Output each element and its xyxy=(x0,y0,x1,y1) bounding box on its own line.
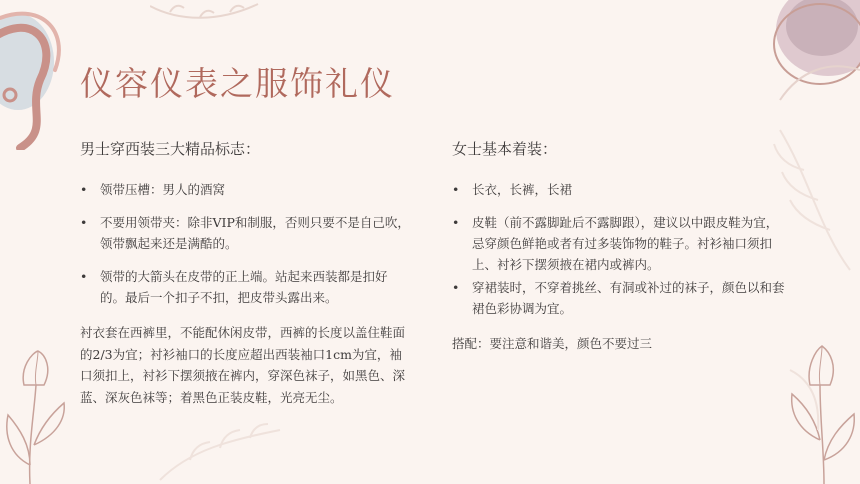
list-item xyxy=(80,212,410,254)
list-item xyxy=(452,212,790,275)
bullet-marker: • xyxy=(80,269,88,284)
list-item-text: 长衣，长裤，长裙 xyxy=(472,182,573,197)
women-dress-heading: 女士基本着装： xyxy=(452,140,558,158)
list-item-text: 穿裙装时，不穿着挑丝、有洞或补过的袜子，颜色以和套裙色彩协调为宜。 xyxy=(472,280,785,316)
top-left-brush-decoration xyxy=(0,0,90,150)
top-center-leaf-decoration xyxy=(150,0,260,30)
bullet-marker: • xyxy=(80,215,88,230)
bottom-left-tulip-decoration xyxy=(0,345,75,484)
bullet-marker: • xyxy=(452,280,460,295)
list-item-text: 领带的大箭头在皮带的正上端。站起来西装都是扣好的。最后一个扣子不扣，把皮带头露出来。 xyxy=(100,269,388,305)
page-title: 仪容仪表之服饰礼仪 xyxy=(80,64,395,103)
women-dress-column xyxy=(452,138,790,355)
men-shirt-paragraph: 衬衣套在西裤里，不能配休闲皮带，西裤的长度以盖住鞋面的2/3为宜；衬衫袖口的长度应超出西装袖口1cm为宜，袖口须扣上，衬衫下摆须掖在裤内，穿深色袜子，如黑色、深蓝、深灰色袜等；着黑色正装皮鞋，光亮无尘。 xyxy=(80,325,406,405)
list-item xyxy=(80,179,410,200)
bottom-right-tulip-decoration xyxy=(780,330,860,484)
list-item-text: 皮鞋（前不露脚趾后不露脚跟），建议以中跟皮鞋为宜，忌穿颜色鲜艳或者有过多装饰物的鞋子。衬衫袖口须扣上、衬衫下摆须掖在裙内或裤内。 xyxy=(472,215,779,272)
women-dress-list xyxy=(452,179,790,319)
list-item-text: 不要用领带夹：除非VIP和制服，否则只要不是自己吹，领带飘起来还是满酷的。 xyxy=(100,215,410,251)
bullet-marker: • xyxy=(80,182,88,197)
list-item xyxy=(452,277,790,319)
list-item-text: 领带压槽：男人的酒窝 xyxy=(100,182,226,197)
color-matching-paragraph: 搭配：要注意和谐美，颜色不要过三 xyxy=(452,336,653,351)
top-right-watercolor-decoration xyxy=(760,0,860,110)
bottom-center-leaf-decoration xyxy=(150,420,290,484)
men-suit-heading: 男士穿西装三大精品标志： xyxy=(80,140,261,158)
men-suit-list xyxy=(80,179,410,308)
list-item xyxy=(80,266,410,308)
bullet-marker: • xyxy=(452,215,460,230)
bullet-marker: • xyxy=(452,182,460,197)
list-item xyxy=(452,179,790,200)
men-suit-column xyxy=(80,138,410,408)
